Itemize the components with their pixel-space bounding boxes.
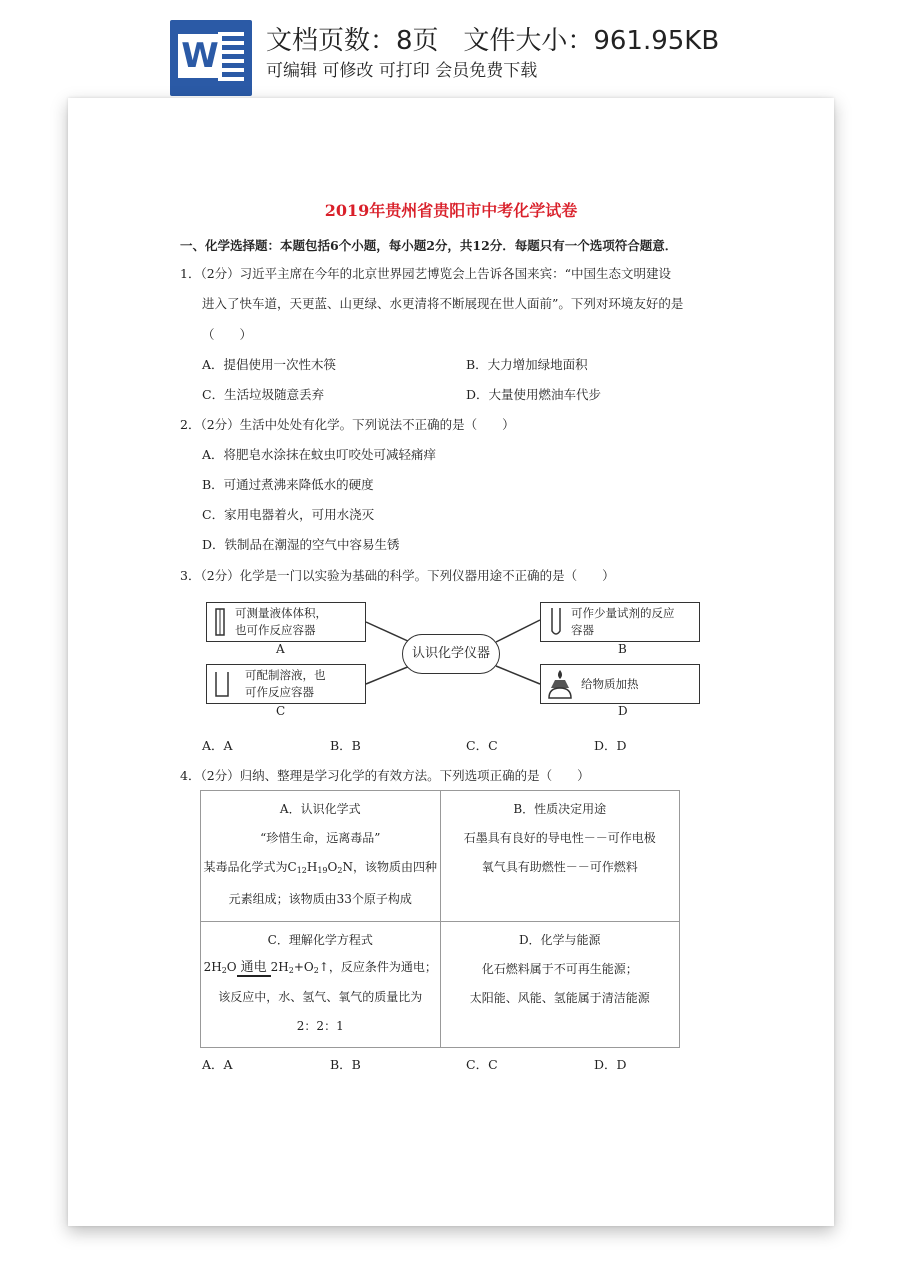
instrument-box-b (540, 602, 700, 642)
alcohol-lamp-icon (547, 668, 573, 700)
q4-cell-c (201, 921, 441, 1047)
label-c: C (276, 704, 286, 718)
cell-b-title: B．性质决定用途 (513, 802, 607, 816)
q4-cell-b (440, 791, 680, 922)
q1-stem-line2: 进入了快车道，天更蓝、山更绿、水更清将不断展现在世人面前”。下列对环境友好的是 (202, 296, 684, 311)
q3-option-a: A．A (202, 738, 233, 753)
document-features: 可编辑 可修改 可打印 会员免费下载 (266, 61, 538, 81)
cell-c-line3: 2：2：1 (296, 1018, 344, 1033)
q2-option-d: D．铁制品在潮湿的空气中容易生锈 (202, 537, 400, 552)
q1-stem-line1: 1．（2分）习近平主席在今年的北京世界园艺博览会上告诉各国来宾：“中国生态文明建设 (180, 266, 672, 281)
q3-option-b: B．B (330, 738, 361, 753)
instrument-box-d (540, 664, 700, 704)
q1-option-b: B．大力增加绿地面积 (466, 357, 588, 372)
box-d-line1: 给物质加热 (581, 677, 639, 691)
q3-option-d: D．D (594, 738, 627, 753)
cell-c-line2: 该反应中，水、氢气、氧气的质量比为 (218, 989, 423, 1004)
box-b-line1: 可作少量试剂的反应 (571, 606, 675, 620)
q2-option-c: C．家用电器着火，可用水浇灭 (202, 507, 375, 522)
q4-cell-d (440, 921, 680, 1047)
q3-option-c: C．C (466, 738, 498, 753)
cell-a-line2: 某毒品化学式为$C_{12}H_{19}O_2N$，该物质由四种 (203, 860, 437, 875)
q4-options-table (200, 790, 680, 1048)
q1-option-c: C．生活垃圾随意丢弃 (202, 387, 325, 402)
q4-option-d: D．D (594, 1057, 627, 1072)
exam-title: 2019年贵州省贵阳市中考化学试卷 (324, 201, 578, 220)
box-c-line2: 可作反应容器 (245, 685, 314, 699)
cell-a-title: A．认识化学式 (279, 802, 361, 816)
cell-b-line1: 石墨具有良好的导电性－－可作电极 (463, 831, 656, 845)
reaction-condition: 通电 (237, 961, 271, 977)
cell-c-equation: $2H_2O$ 通电 $2H_2+O_2↑$，反应条件为通电； (203, 959, 437, 975)
cell-b-line2: 氧气具有助燃性－－可作燃料 (481, 860, 638, 874)
q4-option-c: C．C (466, 1057, 498, 1072)
box-c-line1: 可配制溶液，也 (245, 668, 326, 682)
q1-answer-blank: （ ） (202, 327, 253, 342)
q1-option-a: A．提倡使用一次性木筷 (202, 357, 337, 372)
box-b-line2: 容器 (571, 623, 594, 637)
q4-option-b: B．B (330, 1057, 361, 1072)
cell-a-line1: “珍惜生命，远离毒品” (260, 831, 381, 845)
q2-stem: 2．（2分）生活中处处有化学。下列说法不正确的是（ ） (180, 417, 515, 432)
instrument-box-a (206, 602, 366, 642)
graduated-cylinder-icon (213, 608, 229, 636)
document-page (68, 98, 834, 1226)
cell-d-line2: 太阳能、风能、氢能属于清洁能源 (469, 990, 650, 1005)
cell-d-line1: 化石燃料属于不可再生能源； (481, 961, 638, 976)
label-a: A (276, 642, 285, 656)
q4-cell-a (201, 791, 441, 922)
instrument-box-c (206, 664, 366, 704)
q2-option-b: B．可通过煮沸来降低水的硬度 (202, 477, 374, 492)
q2-option-a: A．将肥皂水涂抹在蚊虫叮咬处可减轻痛痒 (202, 447, 437, 462)
cell-c-title: C．理解化学方程式 (267, 932, 373, 947)
test-tube-icon (549, 607, 563, 637)
q3-stem: 3．（2分）化学是一门以实验为基础的科学。下列仪器用途不正确的是（ ） (180, 568, 615, 583)
document-info: 文档页数：8页 文件大小：961.95KB (266, 26, 720, 56)
box-a-line1: 可测量液体体积， (235, 606, 327, 620)
q4-stem: 4．（2分）归纳、整理是学习化学的有效方法。下列选项正确的是（ ） (180, 768, 590, 783)
cell-a-line3: 元素组成；该物质由33个原子构成 (228, 892, 412, 906)
label-d: D (618, 704, 628, 718)
cell-d-title: D．化学与能源 (518, 932, 601, 947)
word-logo-letter: W (178, 34, 222, 78)
q1-option-d: D．大量使用燃油车代步 (466, 387, 602, 402)
beaker-icon (213, 670, 231, 698)
word-document-icon (170, 20, 252, 96)
label-b: B (618, 642, 627, 656)
section-heading: 一、化学选择题：本题包括6个小题，每小题2分，共12分．每题只有一个选项符合题意． (180, 238, 678, 253)
center-node: 认识化学仪器 (402, 634, 500, 674)
box-a-line2: 也可作反应容器 (235, 623, 316, 637)
header-banner (0, 0, 900, 100)
q4-option-a: A．A (202, 1057, 233, 1072)
